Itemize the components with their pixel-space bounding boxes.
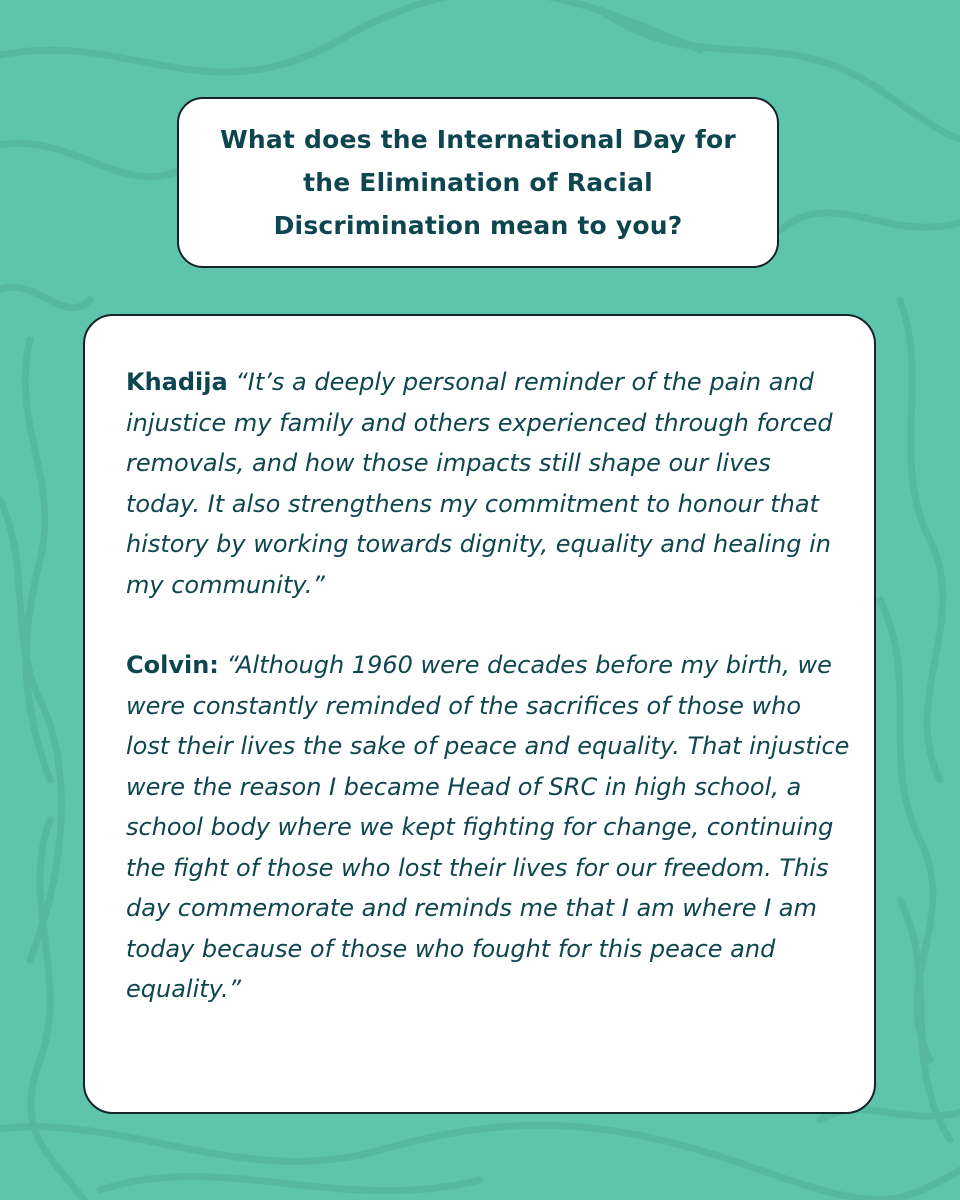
speaker-name: Colvin: — [126, 651, 219, 679]
wave-line — [100, 1176, 480, 1190]
wave-line — [880, 600, 933, 1060]
question-heading: What does the International Day for the Elimination of Racial Discrimination mean to you? — [220, 125, 736, 240]
response-colvin — [126, 645, 850, 1010]
wave-line — [900, 300, 943, 780]
response-khadija — [126, 362, 850, 605]
wave-line — [0, 287, 90, 307]
wave-line — [0, 0, 700, 72]
wave-line — [780, 210, 960, 230]
quote-text: “It’s a deeply personal reminder of the pain and injustice my family and others experienced through forced removals, and how those impacts still shape our lives today. It also strengthens my commitment to honour that history by working towards dignity, equality and healing in my community.” — [126, 368, 833, 599]
wave-line — [31, 820, 90, 1200]
quote-text: “Although 1960 were decades before my birth, we were constantly reminded of the sacrifices of those who lost their lives the sake of peace and equality. That injustice were the reason I became Head of SRC in high school, a school body where we kept fighting for change, continuing the fight of those who lost their lives for our freedom. This day commemorate and reminds me that I am where I am today because of those who fought for this peace and equality.” — [126, 651, 850, 1003]
responses-card — [83, 314, 876, 1114]
wave-line — [0, 1125, 960, 1199]
wave-line — [0, 143, 180, 177]
wave-line — [0, 500, 61, 960]
question-card — [177, 97, 779, 268]
speaker-name: Khadija — [126, 368, 228, 396]
